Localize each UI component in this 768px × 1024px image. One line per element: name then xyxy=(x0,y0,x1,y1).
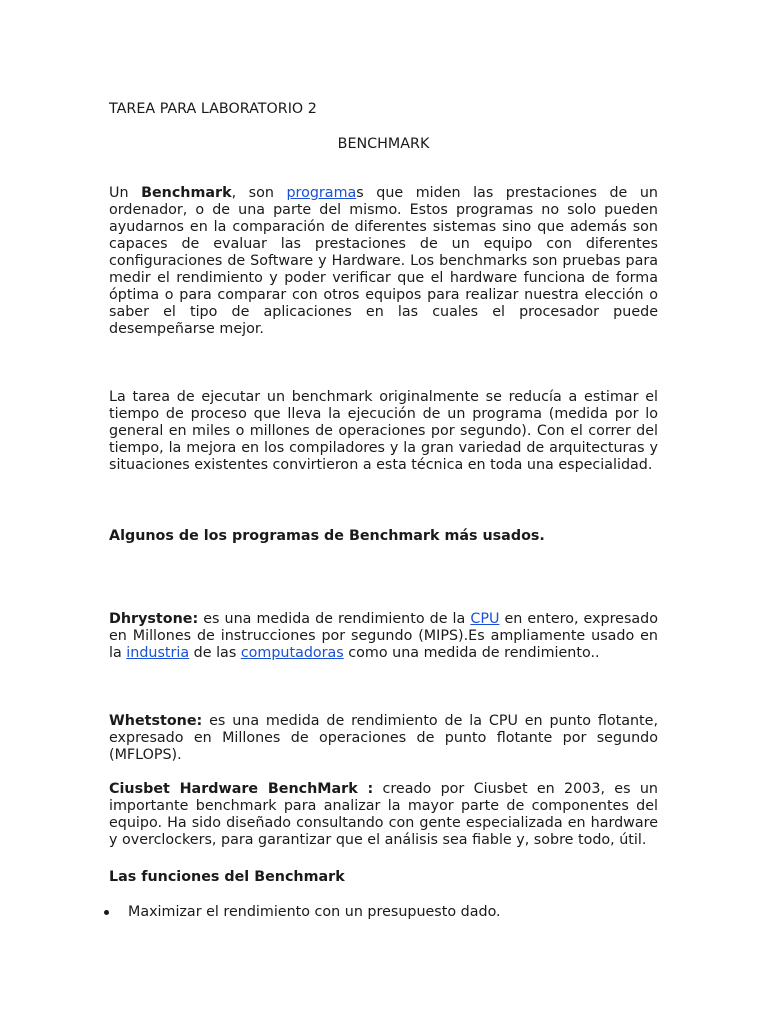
function-item-text: Maximizar el rendimiento con un presupuesto dado. xyxy=(128,904,501,920)
cpu-link[interactable]: CPU xyxy=(470,611,500,628)
programa-link[interactable]: programa xyxy=(286,185,357,202)
benchmark-term: Benchmark xyxy=(141,185,232,202)
dhrystone-text-2: en entero, expresado en Millones de instrucciones por segundo (MIPS).Es ampliamente usado en la xyxy=(109,611,658,662)
history-paragraph: La tarea de ejecutar un benchmark originalmente se reducía a estimar el tiempo de proceso que lleva la ejecución de un programa (medida por lo general en miles o millones de operaciones por segundo). Con el correr del tiempo, la mejora en los compiladores y la gran variedad de arquitecturas y situaciones existentes convirtieron a esta técnica en toda una especialidad. xyxy=(109,389,658,474)
whetstone-term: Whetstone: xyxy=(109,713,203,730)
bullet-icon xyxy=(104,910,109,915)
industria-link[interactable]: industria xyxy=(126,645,190,662)
ciusbet-term: Ciusbet Hardware BenchMark : xyxy=(109,781,374,798)
document-heading: BENCHMARK xyxy=(337,136,430,152)
programs-heading: Algunos de los programas de Benchmark más usados. xyxy=(109,528,545,544)
functions-list xyxy=(109,904,658,921)
ciusbet-text: creado por Ciusbet en 2003, es un importante benchmark para analizar la mayor parte de componentes del equipo. Ha sido diseñado consultando con gente especializada en hardware y overclockers, para garantizar que el análisis sea fiable y, sobre todo, útil. xyxy=(109,781,658,849)
intro-prefix: Un xyxy=(109,185,142,202)
list-item xyxy=(109,904,658,921)
ciusbet-paragraph xyxy=(109,781,658,849)
dhrystone-term: Dhrystone: xyxy=(109,611,199,628)
intro-paragraph xyxy=(109,185,658,338)
functions-heading: Las funciones del Benchmark xyxy=(109,869,345,885)
dhrystone-text-4: como una medida de rendimiento.. xyxy=(343,645,600,662)
intro-mid: , son xyxy=(231,185,287,202)
dhrystone-text-3: de las xyxy=(189,645,241,662)
whetstone-paragraph xyxy=(109,713,658,764)
dhrystone-text-1: es una medida de rendimiento de la xyxy=(198,611,471,628)
document-title: TAREA PARA LABORATORIO 2 xyxy=(109,101,317,117)
intro-rest: s que miden las prestaciones de un ordenador, o de una parte del mismo. Estos programas no solo pueden ayudarnos en la comparación de diferentes sistemas sino que además son capaces de evaluar las prestaciones de un equipo con diferentes configuraciones de Software y Hardware. Los benchmarks son pruebas para medir el rendimiento y poder verificar que el hardware funciona de forma óptima o para comparar con otros equipos para realizar nuestra elección o saber el tipo de aplicaciones en las cuales el procesador puede desempeñarse mejor. xyxy=(109,185,658,338)
dhrystone-paragraph xyxy=(109,611,658,662)
computadoras-link[interactable]: computadoras xyxy=(240,645,344,662)
whetstone-text: es una medida de rendimiento de la CPU en punto flotante, expresado en Millones de operaciones de punto flotante por segundo (MFLOPS). xyxy=(109,713,658,764)
